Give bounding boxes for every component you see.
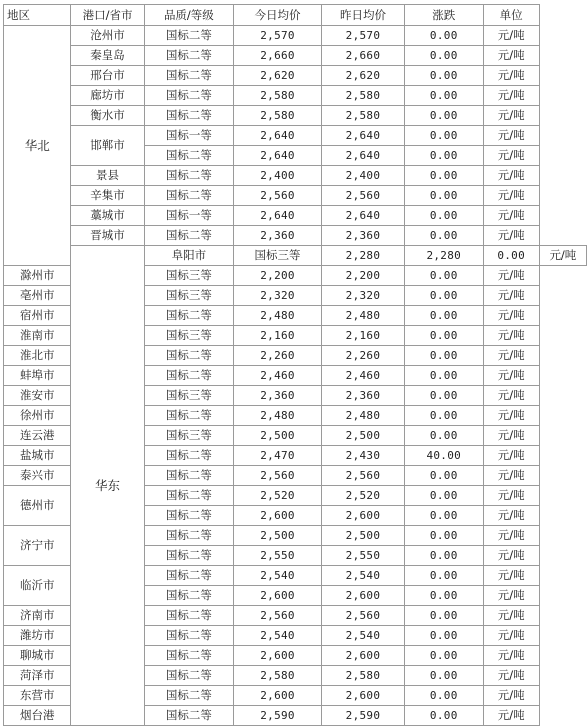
header-unit: 单位 bbox=[483, 5, 539, 26]
city-cell: 潍坊市 bbox=[4, 626, 71, 646]
unit-cell: 元/吨 bbox=[483, 306, 539, 326]
unit-cell: 元/吨 bbox=[483, 646, 539, 666]
grade-cell: 国标二等 bbox=[144, 406, 233, 426]
grade-cell: 国标二等 bbox=[144, 586, 233, 606]
change-cell: 0.00 bbox=[404, 406, 483, 426]
yesterday-price-cell: 2,600 bbox=[322, 586, 405, 606]
grade-cell: 国标一等 bbox=[144, 206, 233, 226]
grade-cell: 国标三等 bbox=[144, 426, 233, 446]
yesterday-price-cell: 2,500 bbox=[322, 426, 405, 446]
today-price-cell: 2,500 bbox=[234, 426, 322, 446]
table-row bbox=[4, 26, 587, 46]
grade-cell: 国标二等 bbox=[144, 506, 233, 526]
today-price-cell: 2,600 bbox=[234, 586, 322, 606]
unit-cell: 元/吨 bbox=[483, 546, 539, 566]
header-region: 地区 bbox=[4, 5, 71, 26]
city-cell: 邯郸市 bbox=[71, 126, 144, 166]
grade-cell: 国标二等 bbox=[144, 566, 233, 586]
city-cell: 泰兴市 bbox=[4, 466, 71, 486]
price-table-container bbox=[3, 4, 587, 726]
today-price-cell: 2,580 bbox=[234, 86, 322, 106]
yesterday-price-cell: 2,520 bbox=[322, 486, 405, 506]
grade-cell: 国标二等 bbox=[144, 546, 233, 566]
today-price-cell: 2,260 bbox=[234, 346, 322, 366]
today-price-cell: 2,560 bbox=[234, 466, 322, 486]
change-cell: 0.00 bbox=[404, 126, 483, 146]
unit-cell: 元/吨 bbox=[483, 626, 539, 646]
city-cell: 济南市 bbox=[4, 606, 71, 626]
today-price-cell: 2,550 bbox=[234, 546, 322, 566]
header-change: 涨跌 bbox=[404, 5, 483, 26]
change-cell: 0.00 bbox=[404, 466, 483, 486]
city-cell: 徐州市 bbox=[4, 406, 71, 426]
yesterday-price-cell: 2,460 bbox=[322, 366, 405, 386]
today-price-cell: 2,480 bbox=[234, 406, 322, 426]
grade-cell: 国标二等 bbox=[144, 686, 233, 706]
today-price-cell: 2,160 bbox=[234, 326, 322, 346]
grade-cell: 国标三等 bbox=[144, 286, 233, 306]
city-cell: 景县 bbox=[71, 166, 144, 186]
unit-cell: 元/吨 bbox=[483, 166, 539, 186]
yesterday-price-cell: 2,560 bbox=[322, 606, 405, 626]
price-table bbox=[3, 4, 587, 726]
grade-cell: 国标二等 bbox=[144, 86, 233, 106]
city-cell: 滁州市 bbox=[4, 266, 71, 286]
unit-cell: 元/吨 bbox=[483, 666, 539, 686]
unit-cell: 元/吨 bbox=[483, 406, 539, 426]
grade-cell: 国标二等 bbox=[144, 446, 233, 466]
unit-cell: 元/吨 bbox=[483, 386, 539, 406]
city-cell: 宿州市 bbox=[4, 306, 71, 326]
grade-cell: 国标二等 bbox=[144, 626, 233, 646]
yesterday-price-cell: 2,620 bbox=[322, 66, 405, 86]
yesterday-price-cell: 2,260 bbox=[322, 346, 405, 366]
unit-cell: 元/吨 bbox=[483, 486, 539, 506]
unit-cell: 元/吨 bbox=[483, 686, 539, 706]
unit-cell: 元/吨 bbox=[483, 226, 539, 246]
grade-cell: 国标二等 bbox=[144, 66, 233, 86]
yesterday-price-cell: 2,500 bbox=[322, 526, 405, 546]
grade-cell: 国标二等 bbox=[144, 706, 233, 726]
city-cell: 东营市 bbox=[4, 686, 71, 706]
grade-cell: 国标二等 bbox=[144, 526, 233, 546]
grade-cell: 国标一等 bbox=[144, 126, 233, 146]
change-cell: 0.00 bbox=[404, 46, 483, 66]
grade-cell: 国标二等 bbox=[144, 146, 233, 166]
city-cell: 临沂市 bbox=[4, 566, 71, 606]
unit-cell: 元/吨 bbox=[483, 266, 539, 286]
header-row bbox=[4, 5, 587, 26]
unit-cell: 元/吨 bbox=[483, 586, 539, 606]
today-price-cell: 2,320 bbox=[234, 286, 322, 306]
change-cell: 0.00 bbox=[404, 686, 483, 706]
grade-cell: 国标二等 bbox=[144, 466, 233, 486]
unit-cell: 元/吨 bbox=[483, 186, 539, 206]
today-price-cell: 2,580 bbox=[234, 666, 322, 686]
yesterday-price-cell: 2,480 bbox=[322, 306, 405, 326]
grade-cell: 国标二等 bbox=[144, 186, 233, 206]
city-cell: 聊城市 bbox=[4, 646, 71, 666]
change-cell: 0.00 bbox=[404, 506, 483, 526]
yesterday-price-cell: 2,400 bbox=[322, 166, 405, 186]
change-cell: 0.00 bbox=[404, 206, 483, 226]
table-row bbox=[4, 86, 587, 106]
today-price-cell: 2,660 bbox=[234, 46, 322, 66]
change-cell: 0.00 bbox=[404, 86, 483, 106]
city-cell: 烟台港 bbox=[4, 706, 71, 726]
grade-cell: 国标三等 bbox=[144, 266, 233, 286]
yesterday-price-cell: 2,660 bbox=[322, 46, 405, 66]
unit-cell: 元/吨 bbox=[483, 46, 539, 66]
today-price-cell: 2,600 bbox=[234, 686, 322, 706]
region-cell: 华北 bbox=[4, 26, 71, 266]
yesterday-price-cell: 2,640 bbox=[322, 126, 405, 146]
yesterday-price-cell: 2,580 bbox=[322, 86, 405, 106]
unit-cell: 元/吨 bbox=[483, 26, 539, 46]
change-cell: 0.00 bbox=[404, 306, 483, 326]
today-price-cell: 2,560 bbox=[234, 606, 322, 626]
yesterday-price-cell: 2,580 bbox=[322, 666, 405, 686]
change-cell: 0.00 bbox=[404, 26, 483, 46]
unit-cell: 元/吨 bbox=[483, 466, 539, 486]
today-price-cell: 2,540 bbox=[234, 626, 322, 646]
grade-cell: 国标三等 bbox=[234, 246, 322, 266]
table-row bbox=[4, 166, 587, 186]
city-cell: 济宁市 bbox=[4, 526, 71, 566]
grade-cell: 国标二等 bbox=[144, 26, 233, 46]
city-cell: 廊坊市 bbox=[71, 86, 144, 106]
change-cell: 0.00 bbox=[404, 426, 483, 446]
unit-cell: 元/吨 bbox=[483, 426, 539, 446]
change-cell: 0.00 bbox=[404, 106, 483, 126]
city-cell: 盐城市 bbox=[4, 446, 71, 466]
table-body bbox=[4, 26, 587, 726]
yesterday-price-cell: 2,430 bbox=[322, 446, 405, 466]
unit-cell: 元/吨 bbox=[483, 606, 539, 626]
today-price-cell: 2,640 bbox=[234, 126, 322, 146]
change-cell: 0.00 bbox=[404, 566, 483, 586]
change-cell: 0.00 bbox=[404, 546, 483, 566]
change-cell: 40.00 bbox=[404, 446, 483, 466]
city-cell: 菏泽市 bbox=[4, 666, 71, 686]
change-cell: 0.00 bbox=[404, 286, 483, 306]
today-price-cell: 2,560 bbox=[234, 186, 322, 206]
change-cell: 0.00 bbox=[404, 606, 483, 626]
today-price-cell: 2,360 bbox=[234, 226, 322, 246]
grade-cell: 国标二等 bbox=[144, 666, 233, 686]
today-price-cell: 2,520 bbox=[234, 486, 322, 506]
unit-cell: 元/吨 bbox=[539, 246, 586, 266]
change-cell: 0.00 bbox=[404, 666, 483, 686]
yesterday-price-cell: 2,600 bbox=[322, 686, 405, 706]
grade-cell: 国标二等 bbox=[144, 106, 233, 126]
grade-cell: 国标三等 bbox=[144, 326, 233, 346]
today-price-cell: 2,280 bbox=[322, 246, 405, 266]
today-price-cell: 2,470 bbox=[234, 446, 322, 466]
yesterday-price-cell: 2,580 bbox=[322, 106, 405, 126]
unit-cell: 元/吨 bbox=[483, 86, 539, 106]
unit-cell: 元/吨 bbox=[483, 706, 539, 726]
region-cell: 华东 bbox=[71, 246, 144, 726]
grade-cell: 国标二等 bbox=[144, 486, 233, 506]
change-cell: 0.00 bbox=[404, 706, 483, 726]
yesterday-price-cell: 2,160 bbox=[322, 326, 405, 346]
today-price-cell: 2,570 bbox=[234, 26, 322, 46]
table-row bbox=[4, 66, 587, 86]
header-city: 港口/省市 bbox=[71, 5, 144, 26]
yesterday-price-cell: 2,540 bbox=[322, 626, 405, 646]
change-cell: 0.00 bbox=[404, 386, 483, 406]
header-today-price: 今日均价 bbox=[234, 5, 322, 26]
today-price-cell: 2,580 bbox=[234, 106, 322, 126]
unit-cell: 元/吨 bbox=[483, 526, 539, 546]
today-price-cell: 2,540 bbox=[234, 566, 322, 586]
yesterday-price-cell: 2,600 bbox=[322, 646, 405, 666]
yesterday-price-cell: 2,560 bbox=[322, 466, 405, 486]
change-cell: 0.00 bbox=[404, 486, 483, 506]
change-cell: 0.00 bbox=[404, 326, 483, 346]
yesterday-price-cell: 2,640 bbox=[322, 206, 405, 226]
header-grade: 品质/等级 bbox=[144, 5, 233, 26]
grade-cell: 国标二等 bbox=[144, 366, 233, 386]
unit-cell: 元/吨 bbox=[483, 126, 539, 146]
yesterday-price-cell: 2,480 bbox=[322, 406, 405, 426]
today-price-cell: 2,590 bbox=[234, 706, 322, 726]
table-row bbox=[4, 186, 587, 206]
city-cell: 连云港 bbox=[4, 426, 71, 446]
city-cell: 辛集市 bbox=[71, 186, 144, 206]
change-cell: 0.00 bbox=[404, 146, 483, 166]
today-price-cell: 2,600 bbox=[234, 506, 322, 526]
grade-cell: 国标二等 bbox=[144, 346, 233, 366]
unit-cell: 元/吨 bbox=[483, 566, 539, 586]
city-cell: 秦皇岛 bbox=[71, 46, 144, 66]
city-cell: 衡水市 bbox=[71, 106, 144, 126]
grade-cell: 国标三等 bbox=[144, 386, 233, 406]
today-price-cell: 2,360 bbox=[234, 386, 322, 406]
city-cell: 德州市 bbox=[4, 486, 71, 526]
yesterday-price-cell: 2,280 bbox=[404, 246, 483, 266]
unit-cell: 元/吨 bbox=[483, 286, 539, 306]
change-cell: 0.00 bbox=[404, 366, 483, 386]
table-row bbox=[4, 46, 587, 66]
yesterday-price-cell: 2,590 bbox=[322, 706, 405, 726]
yesterday-price-cell: 2,540 bbox=[322, 566, 405, 586]
header-yesterday-price: 昨日均价 bbox=[322, 5, 405, 26]
unit-cell: 元/吨 bbox=[483, 446, 539, 466]
table-row bbox=[4, 226, 587, 246]
city-cell: 淮安市 bbox=[4, 386, 71, 406]
city-cell: 晋城市 bbox=[71, 226, 144, 246]
table-row bbox=[4, 246, 587, 266]
grade-cell: 国标二等 bbox=[144, 646, 233, 666]
yesterday-price-cell: 2,570 bbox=[322, 26, 405, 46]
change-cell: 0.00 bbox=[404, 346, 483, 366]
change-cell: 0.00 bbox=[404, 586, 483, 606]
change-cell: 0.00 bbox=[404, 186, 483, 206]
change-cell: 0.00 bbox=[404, 66, 483, 86]
grade-cell: 国标二等 bbox=[144, 606, 233, 626]
yesterday-price-cell: 2,550 bbox=[322, 546, 405, 566]
today-price-cell: 2,480 bbox=[234, 306, 322, 326]
unit-cell: 元/吨 bbox=[483, 346, 539, 366]
table-row bbox=[4, 106, 587, 126]
city-cell: 亳州市 bbox=[4, 286, 71, 306]
grade-cell: 国标二等 bbox=[144, 306, 233, 326]
grade-cell: 国标二等 bbox=[144, 46, 233, 66]
unit-cell: 元/吨 bbox=[483, 506, 539, 526]
unit-cell: 元/吨 bbox=[483, 106, 539, 126]
today-price-cell: 2,460 bbox=[234, 366, 322, 386]
grade-cell: 国标二等 bbox=[144, 166, 233, 186]
yesterday-price-cell: 2,560 bbox=[322, 186, 405, 206]
change-cell: 0.00 bbox=[404, 226, 483, 246]
yesterday-price-cell: 2,600 bbox=[322, 506, 405, 526]
yesterday-price-cell: 2,640 bbox=[322, 146, 405, 166]
city-cell: 阜阳市 bbox=[144, 246, 233, 266]
change-cell: 0.00 bbox=[404, 166, 483, 186]
city-cell: 蚌埠市 bbox=[4, 366, 71, 386]
yesterday-price-cell: 2,360 bbox=[322, 386, 405, 406]
city-cell: 沧州市 bbox=[71, 26, 144, 46]
change-cell: 0.00 bbox=[404, 526, 483, 546]
city-cell: 藁城市 bbox=[71, 206, 144, 226]
yesterday-price-cell: 2,200 bbox=[322, 266, 405, 286]
today-price-cell: 2,640 bbox=[234, 146, 322, 166]
city-cell: 邢台市 bbox=[71, 66, 144, 86]
city-cell: 淮南市 bbox=[4, 326, 71, 346]
unit-cell: 元/吨 bbox=[483, 206, 539, 226]
change-cell: 0.00 bbox=[404, 626, 483, 646]
table-row bbox=[4, 206, 587, 226]
change-cell: 0.00 bbox=[404, 266, 483, 286]
unit-cell: 元/吨 bbox=[483, 326, 539, 346]
city-cell: 淮北市 bbox=[4, 346, 71, 366]
unit-cell: 元/吨 bbox=[483, 66, 539, 86]
today-price-cell: 2,500 bbox=[234, 526, 322, 546]
today-price-cell: 2,200 bbox=[234, 266, 322, 286]
unit-cell: 元/吨 bbox=[483, 146, 539, 166]
today-price-cell: 2,600 bbox=[234, 646, 322, 666]
unit-cell: 元/吨 bbox=[483, 366, 539, 386]
table-row bbox=[4, 126, 587, 146]
change-cell: 0.00 bbox=[404, 646, 483, 666]
change-cell: 0.00 bbox=[483, 246, 539, 266]
yesterday-price-cell: 2,360 bbox=[322, 226, 405, 246]
yesterday-price-cell: 2,320 bbox=[322, 286, 405, 306]
today-price-cell: 2,620 bbox=[234, 66, 322, 86]
today-price-cell: 2,400 bbox=[234, 166, 322, 186]
grade-cell: 国标二等 bbox=[144, 226, 233, 246]
today-price-cell: 2,640 bbox=[234, 206, 322, 226]
